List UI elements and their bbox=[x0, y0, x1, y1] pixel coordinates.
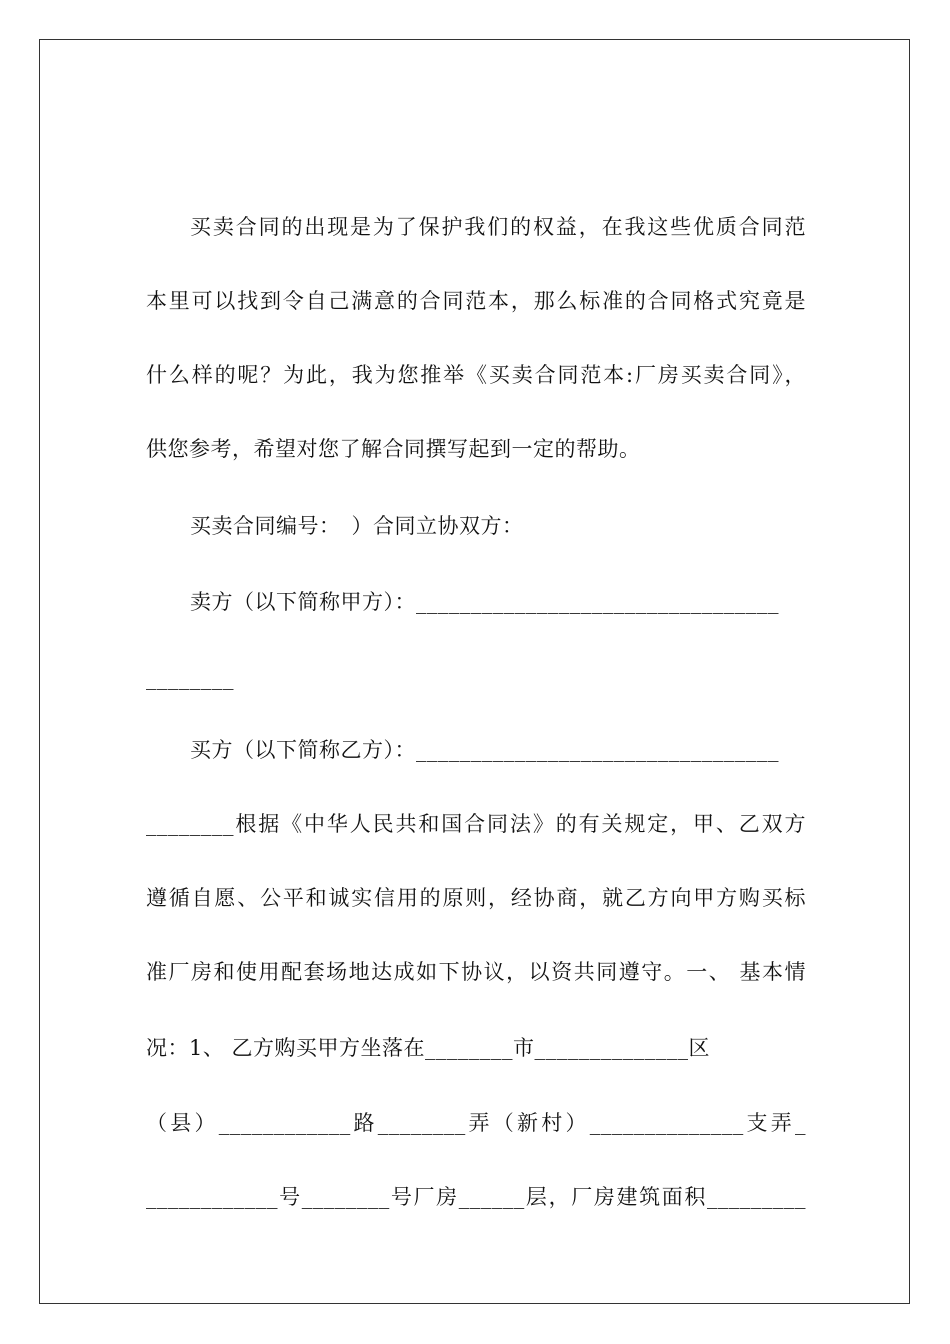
body-line: 况：1、 乙方购买甲方坐落在________市______________区 bbox=[146, 1036, 711, 1060]
buyer-line: 买方（以下简称乙方）：_________________________________ bbox=[190, 738, 779, 762]
body-line: （县）____________路________弄（新村）______________支弄_ bbox=[146, 1111, 806, 1135]
paragraph-line: 供您参考，希望对您了解合同撰写起到一定的帮助。 bbox=[146, 437, 641, 461]
body-line: 准厂房和使用配套场地达成如下协议，以资共同遵守。一、 基本情 bbox=[146, 960, 806, 984]
paragraph-line: 本里可以找到令自己满意的合同范本，那么标准的合同格式究竟是 bbox=[146, 289, 806, 313]
body-line: ________根据《中华人民共和国合同法》的有关规定，甲、乙双方 bbox=[146, 812, 806, 836]
seller-line: 卖方（以下简称甲方）：_________________________________ bbox=[190, 590, 779, 614]
seller-line-continuation: ________ bbox=[146, 666, 234, 690]
paragraph-line: 什么样的呢？为此，我为您推举《买卖合同范本:厂房买卖合同》， bbox=[146, 363, 806, 387]
contract-number-line: 买卖合同编号： ）合同立协双方： bbox=[190, 514, 524, 538]
paragraph-line: 买卖合同的出现是为了保护我们的权益，在我这些优质合同范 bbox=[190, 215, 806, 239]
body-line: 遵循自愿、公平和诚实信用的原则，经协商，就乙方向甲方购买标 bbox=[146, 886, 806, 910]
body-line: ____________号________号厂房______层，厂房建筑面积_________ bbox=[146, 1185, 806, 1209]
